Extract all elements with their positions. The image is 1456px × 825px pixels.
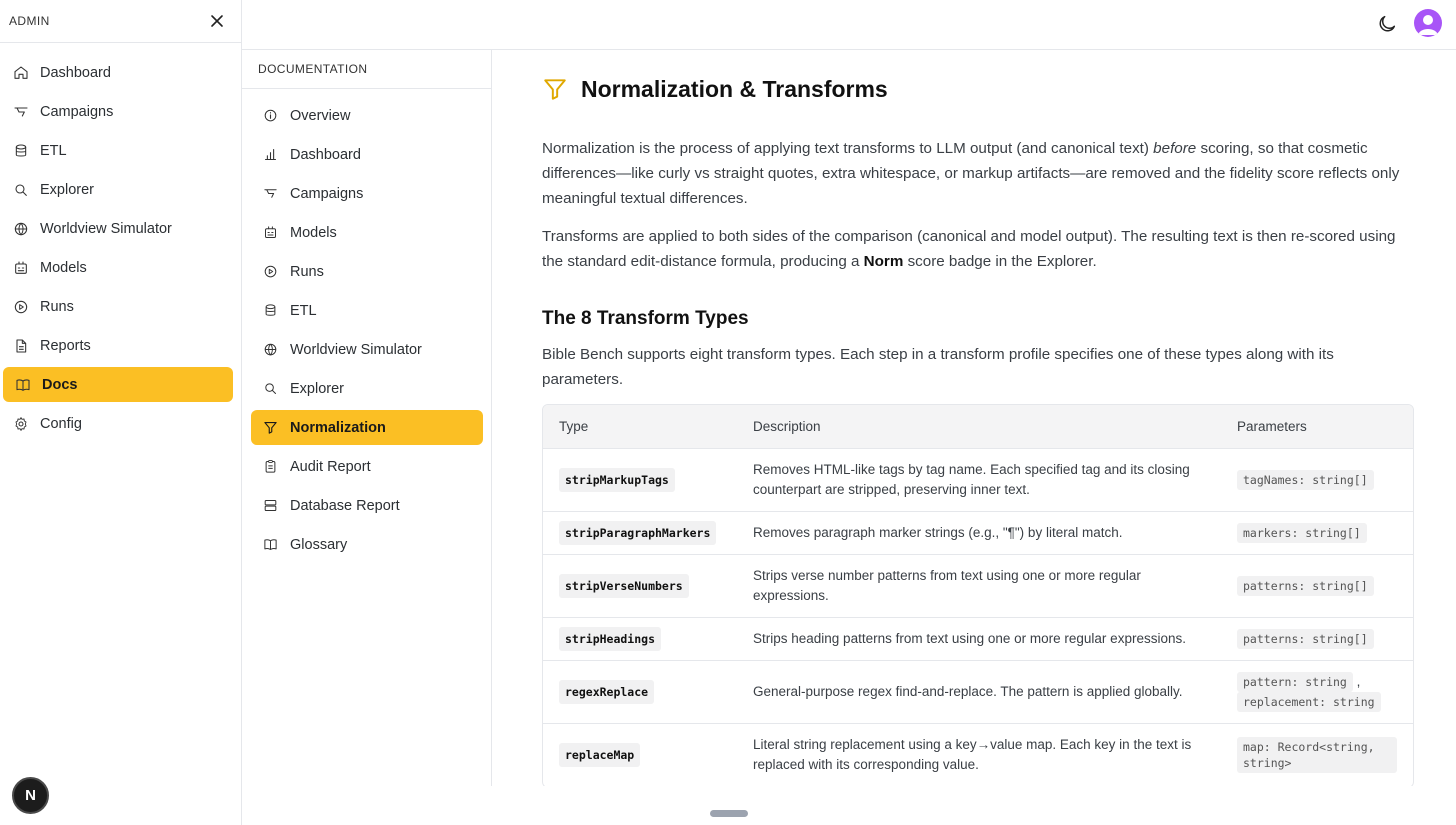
filter-icon: [542, 76, 568, 102]
docs-nav-item-etl[interactable]: [251, 293, 483, 328]
admin-nav-item-docs[interactable]: [3, 367, 233, 402]
home-icon: [12, 64, 30, 82]
book-icon: [262, 537, 278, 553]
book-icon: [14, 376, 32, 394]
docs-nav-label: Dashboard: [290, 146, 361, 163]
docs-nav-label: Campaigns: [290, 185, 364, 202]
page-title: Normalization & Transforms: [581, 75, 888, 102]
transforms-paragraph: Transforms are applied to both sides of the comparison (canonical and model output). The resulting text is then re-scored using the standard edit-distance formula, producing a Norm score badge in the Explorer.: [542, 227, 1396, 270]
docs-nav-label: ETL: [290, 302, 317, 319]
docs-nav-item-database-report[interactable]: [251, 488, 483, 523]
search-icon: [262, 381, 278, 397]
admin-nav-label: Worldview Simulator: [40, 220, 172, 237]
parameters-cell: [1222, 470, 1413, 490]
description-cell: Strips heading patterns from text using one or more regular expressions.: [753, 631, 1186, 647]
docs-nav-label: Database Report: [290, 497, 400, 514]
type-code: regexReplace: [559, 680, 654, 704]
description-cell: Removes HTML-like tags by tag name. Each specified tag and its closing counterpart are stripped, preserving inner text.: [753, 462, 1190, 498]
page-title-row: [542, 74, 1414, 104]
admin-nav-label: Campaigns: [40, 103, 114, 120]
admin-nav-item-runs[interactable]: [3, 289, 233, 324]
server-icon: [262, 498, 278, 514]
section-title: The 8 Transform Types: [542, 308, 749, 330]
docs-nav-label: Overview: [290, 107, 351, 124]
intro-paragraph: Normalization is the process of applying text transforms to LLM output (and canonical text) before scoring, so that cosmetic differences—like curly vs straight quotes, extra whitespace, or markup artifacts—are removed and the fidelity score reflects only meaningful textual differences.: [542, 140, 1400, 208]
close-icon[interactable]: [205, 9, 229, 33]
database-icon: [262, 303, 278, 319]
type-code: stripParagraphMarkers: [559, 521, 716, 545]
main-content: [492, 50, 1456, 786]
docs-nav-label: Worldview Simulator: [290, 341, 422, 358]
column-header-description: Description: [753, 419, 821, 435]
admin-nav-label: Docs: [42, 376, 78, 393]
admin-header: [0, 0, 241, 43]
megaphone-icon: [12, 103, 30, 121]
docs-nav-item-models[interactable]: [251, 215, 483, 250]
docs-nav-label: Audit Report: [290, 458, 371, 475]
description-cell: General-purpose regex find-and-replace. The pattern is applied globally.: [753, 684, 1183, 700]
type-code: replaceMap: [559, 743, 640, 767]
admin-nav-item-models[interactable]: [3, 250, 233, 285]
table-row: [543, 555, 1413, 618]
parameters-cell: pattern: string , replacement: string: [1222, 672, 1413, 712]
types-paragraph: Bible Bench supports eight transform types. Each step in a transform profile specifies one of these types along with its parameters.: [542, 346, 1334, 389]
type-code: stripHeadings: [559, 627, 661, 651]
type-code: stripVerseNumbers: [559, 574, 689, 598]
table-row: [543, 724, 1413, 786]
parameters-cell: [1222, 576, 1413, 596]
moon-icon[interactable]: [1376, 13, 1398, 35]
admin-nav-item-reports[interactable]: [3, 328, 233, 363]
param-code: patterns: string[]: [1237, 629, 1374, 649]
type-cell: [543, 627, 738, 651]
parameters-cell: [1222, 629, 1413, 649]
globe-icon: [262, 342, 278, 358]
param-code: tagNames: string[]: [1237, 470, 1374, 490]
docs-nav-label: Runs: [290, 263, 324, 280]
docs-nav-item-audit-report[interactable]: [251, 449, 483, 484]
docs-nav-item-overview[interactable]: [251, 98, 483, 133]
table-row: [543, 449, 1413, 512]
admin-nav-label: ETL: [40, 142, 67, 159]
admin-nav-item-worldview-simulator[interactable]: [3, 211, 233, 246]
table-row: [543, 512, 1413, 555]
column-header-type: Type: [559, 419, 589, 435]
admin-nav-item-etl[interactable]: [3, 133, 233, 168]
docs-nav: [242, 89, 491, 562]
scroll-handle[interactable]: [710, 810, 748, 817]
type-cell: [543, 468, 738, 492]
megaphone-icon: [262, 186, 278, 202]
admin-nav-label: Reports: [40, 337, 91, 354]
table-header: [543, 405, 1413, 449]
description-cell: Removes paragraph marker strings (e.g., "¶") by literal match.: [753, 525, 1123, 541]
clipboard-icon: [262, 459, 278, 475]
table-row: [543, 618, 1413, 661]
database-icon: [12, 142, 30, 160]
docs-nav-item-runs[interactable]: [251, 254, 483, 289]
parameters-cell: [1222, 737, 1413, 773]
search-icon: [12, 181, 30, 199]
admin-nav-label: Dashboard: [40, 64, 111, 81]
docs-nav-label: Glossary: [290, 536, 348, 553]
admin-nav-label: Config: [40, 415, 82, 432]
docs-nav-label: Explorer: [290, 380, 344, 397]
globe-icon: [12, 220, 30, 238]
docs-nav-item-glossary[interactable]: [251, 527, 483, 562]
play-circle-icon: [12, 298, 30, 316]
transform-table: [542, 404, 1414, 786]
table-body: [543, 449, 1413, 786]
type-cell: [543, 743, 738, 767]
docs-nav-item-normalization[interactable]: [251, 410, 483, 445]
nextjs-dev-indicator[interactable]: N: [12, 777, 49, 814]
file-icon: [12, 337, 30, 355]
admin-nav: [0, 43, 241, 441]
admin-nav-item-dashboard[interactable]: [3, 55, 233, 90]
admin-sidebar: [0, 0, 242, 825]
admin-nav-item-explorer[interactable]: [3, 172, 233, 207]
model-icon: [12, 259, 30, 277]
docs-nav-item-dashboard[interactable]: [251, 137, 483, 172]
bar-chart-icon: [262, 147, 278, 163]
model-icon: [262, 225, 278, 241]
user-avatar[interactable]: [1414, 9, 1442, 37]
type-code: stripMarkupTags: [559, 468, 675, 492]
param-code: markers: string[]: [1237, 523, 1367, 543]
docs-nav-item-worldview-simulator[interactable]: [251, 332, 483, 367]
top-bar: [242, 0, 1456, 50]
table-row: [543, 661, 1413, 724]
parameters-cell: [1222, 523, 1413, 543]
docs-nav-label: Models: [290, 224, 337, 241]
param-code: map: Record<string, string>: [1237, 737, 1397, 773]
admin-nav-item-config[interactable]: [3, 406, 233, 441]
play-circle-icon: [262, 264, 278, 280]
docs-nav-item-campaigns[interactable]: [251, 176, 483, 211]
param-code: replacement: string: [1237, 692, 1381, 712]
type-cell: [543, 574, 738, 598]
param-code: patterns: string[]: [1237, 576, 1374, 596]
admin-nav-label: Explorer: [40, 181, 94, 198]
description-cell: Literal string replacement using a key→value map. Each key in the text is replaced with its corresponding value.: [753, 737, 1192, 773]
type-cell: [543, 680, 738, 704]
param-code: pattern: string: [1237, 672, 1353, 692]
admin-nav-item-campaigns[interactable]: [3, 94, 233, 129]
gear-icon: [12, 415, 30, 433]
type-cell: [543, 521, 738, 545]
docs-sidebar: [242, 50, 492, 786]
docs-nav-label: Normalization: [290, 419, 386, 436]
admin-nav-label: Runs: [40, 298, 74, 315]
description-cell: Strips verse number patterns from text using one or more regular expressions.: [753, 568, 1141, 604]
info-icon: [262, 108, 278, 124]
docs-nav-item-explorer[interactable]: [251, 371, 483, 406]
filter-icon: [262, 420, 278, 436]
docs-header: DOCUMENTATION: [242, 50, 491, 89]
admin-title: ADMIN: [9, 14, 50, 28]
admin-nav-label: Models: [40, 259, 87, 276]
column-header-parameters: Parameters: [1237, 419, 1307, 435]
